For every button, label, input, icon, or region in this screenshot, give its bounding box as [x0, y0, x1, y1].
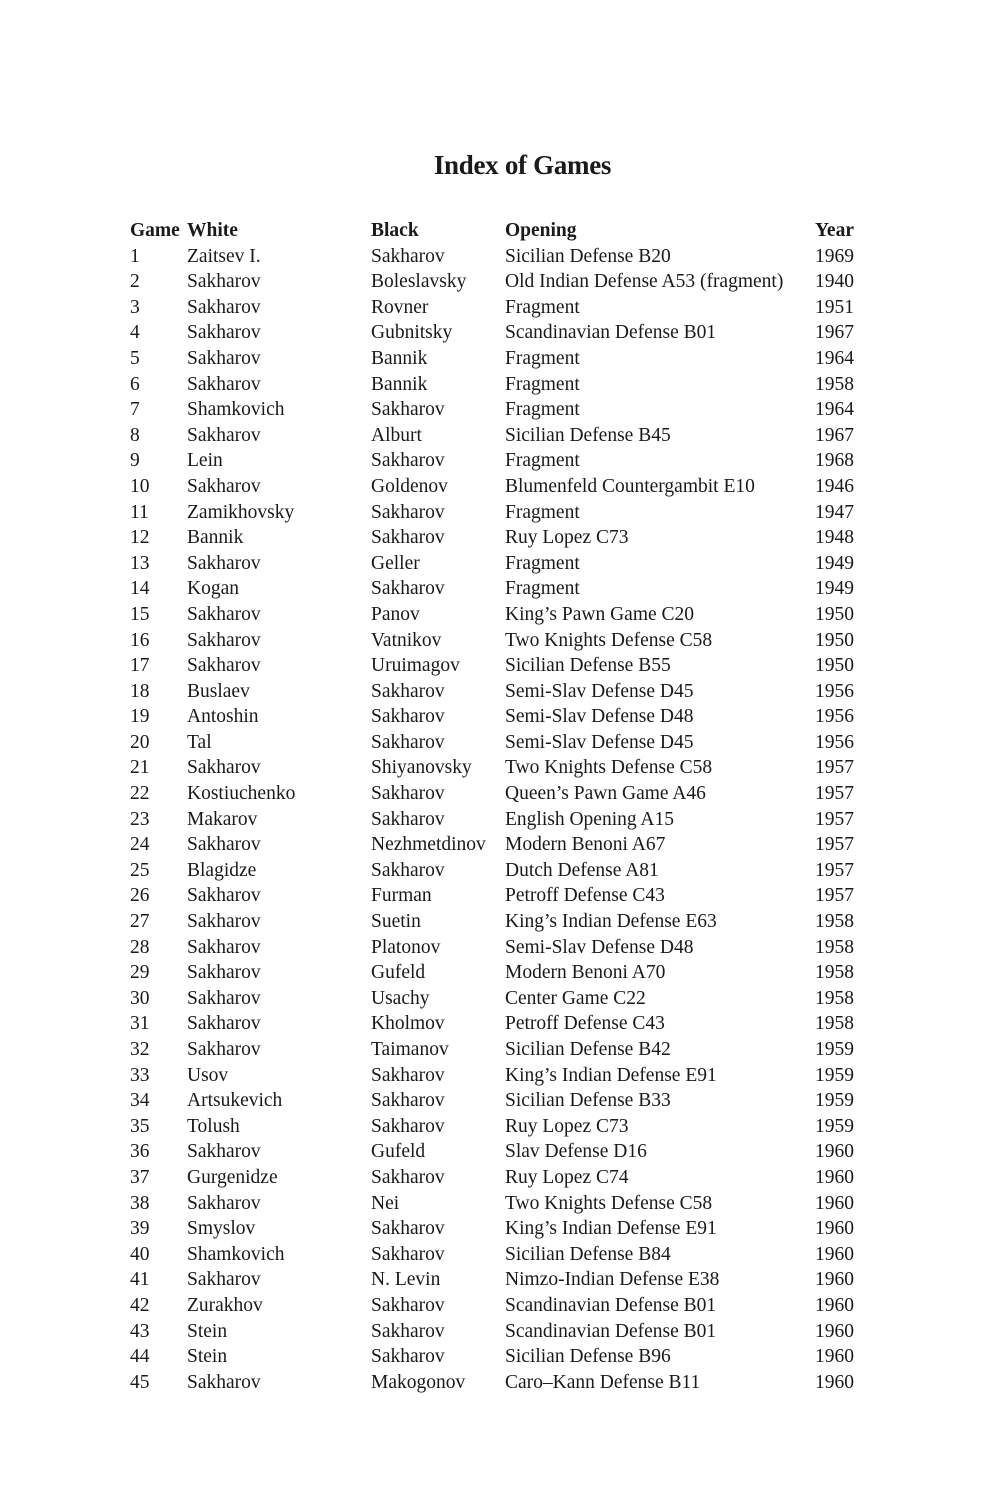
cell-game-number: 34 — [130, 1090, 150, 1112]
cell-game-number: 14 — [130, 578, 150, 600]
cell-year: 1967 — [815, 424, 854, 446]
cell-opening: Sicilian Defense B42 — [505, 1039, 671, 1060]
cell-white-player: Sakharov — [187, 347, 261, 369]
cell-year: 1959 — [815, 1064, 854, 1086]
cell-white-player: Gurgenidze — [187, 1166, 278, 1188]
cell-game-number: 21 — [130, 757, 150, 779]
cell-year: 1957 — [815, 859, 854, 881]
cell-white-player: Makarov — [187, 808, 258, 830]
cell-year: 1960 — [815, 1294, 854, 1316]
cell-opening: Old Indian Defense A53 (fragment) — [505, 271, 784, 293]
cell-game-number: 30 — [130, 987, 150, 1009]
cell-white-player: Sakharov — [187, 1371, 261, 1393]
cell-black-player: Sakharov — [371, 527, 445, 549]
cell-black-player: Bannik — [371, 373, 428, 395]
cell-white-player: Sakharov — [187, 603, 261, 625]
cell-white-player: Sakharov — [187, 936, 261, 958]
cell-white-player: Sakharov — [187, 1141, 261, 1163]
cell-white-player: Bannik — [187, 527, 244, 549]
cell-game-number: 29 — [130, 962, 150, 984]
cell-black-player: Uruimagov — [371, 655, 460, 677]
cell-black-player: Makogonov — [371, 1371, 466, 1393]
cell-opening: Semi-Slav Defense D45 — [505, 731, 694, 753]
cell-opening: Modern Benoni A67 — [505, 834, 666, 856]
cell-game-number: 19 — [130, 706, 150, 728]
cell-year: 1957 — [815, 783, 854, 805]
cell-year: 1946 — [815, 475, 854, 497]
cell-game-number: 24 — [130, 834, 150, 856]
cell-opening: Semi-Slav Defense D48 — [505, 936, 694, 958]
cell-opening: Two Knights Defense C58 — [505, 1192, 713, 1214]
cell-opening: Blumenfeld Countergambit E10 — [505, 475, 755, 497]
cell-year: 1967 — [815, 322, 854, 344]
cell-white-player: Tolush — [187, 1115, 240, 1137]
cell-opening: Center Game C22 — [505, 987, 646, 1009]
cell-year: 1959 — [815, 1039, 854, 1060]
cell-game-number: 28 — [130, 936, 150, 958]
cell-black-player: N. Levin — [371, 1269, 441, 1291]
cell-opening: Fragment — [505, 296, 580, 318]
cell-black-player: Sakharov — [371, 245, 445, 267]
cell-year: 1947 — [815, 501, 854, 523]
cell-white-player: Smyslov — [187, 1218, 256, 1240]
cell-black-player: Sakharov — [371, 501, 445, 523]
cell-black-player: Usachy — [371, 987, 430, 1009]
cell-year: 1948 — [815, 527, 854, 549]
cell-opening: Dutch Defense A81 — [505, 859, 659, 881]
cell-white-player: Kogan — [187, 578, 239, 600]
cell-opening: Fragment — [505, 501, 580, 523]
cell-game-number: 10 — [130, 475, 150, 497]
cell-game-number: 4 — [130, 322, 140, 344]
cell-game-number: 12 — [130, 527, 150, 549]
cell-opening: Fragment — [505, 347, 580, 369]
cell-game-number: 32 — [130, 1039, 150, 1060]
cell-year: 1960 — [815, 1371, 854, 1393]
cell-year: 1958 — [815, 987, 854, 1009]
cell-game-number: 35 — [130, 1115, 150, 1137]
cell-black-player: Suetin — [371, 911, 421, 933]
cell-black-player: Sakharov — [371, 783, 445, 805]
cell-opening: Fragment — [505, 399, 580, 421]
cell-black-player: Nei — [371, 1192, 400, 1214]
cell-opening: Caro–Kann Defense B11 — [505, 1371, 701, 1393]
cell-black-player: Sakharov — [371, 1115, 445, 1137]
cell-game-number: 18 — [130, 680, 150, 702]
cell-black-player: Geller — [371, 552, 420, 574]
cell-black-player: Sakharov — [371, 680, 445, 702]
cell-white-player: Sakharov — [187, 962, 261, 984]
cell-year: 1960 — [815, 1141, 854, 1163]
cell-white-player: Sakharov — [187, 271, 261, 293]
cell-white-player: Sakharov — [187, 373, 261, 395]
cell-white-player: Sakharov — [187, 834, 261, 856]
cell-game-number: 25 — [130, 859, 150, 881]
cell-white-player: Zamikhovsky — [187, 501, 295, 523]
cell-opening: Sicilian Defense B45 — [505, 424, 671, 446]
cell-year: 1957 — [815, 885, 854, 907]
cell-black-player: Vatnikov — [371, 629, 442, 651]
cell-game-number: 1 — [130, 245, 140, 267]
cell-game-number: 40 — [130, 1243, 150, 1265]
cell-game-number: 41 — [130, 1269, 150, 1291]
cell-white-player: Tal — [187, 731, 212, 753]
cell-black-player: Sakharov — [371, 731, 445, 753]
cell-year: 1951 — [815, 296, 854, 318]
cell-opening: Two Knights Defense C58 — [505, 629, 713, 651]
cell-opening: Fragment — [505, 450, 580, 472]
cell-game-number: 15 — [130, 603, 150, 625]
cell-opening: Slav Defense D16 — [505, 1141, 647, 1163]
cell-year: 1956 — [815, 706, 854, 728]
cell-black-player: Taimanov — [371, 1039, 449, 1060]
cell-game-number: 36 — [130, 1141, 150, 1163]
cell-white-player: Sakharov — [187, 424, 261, 446]
cell-white-player: Sakharov — [187, 885, 261, 907]
cell-opening: Modern Benoni A70 — [505, 962, 666, 984]
cell-white-player: Stein — [187, 1346, 228, 1368]
cell-game-number: 2 — [130, 271, 140, 293]
cell-black-player: Sakharov — [371, 1243, 445, 1265]
cell-year: 1957 — [815, 808, 854, 830]
cell-black-player: Furman — [371, 885, 432, 907]
cell-black-player: Gubnitsky — [371, 322, 453, 344]
cell-opening: Semi-Slav Defense D48 — [505, 706, 694, 728]
cell-black-player: Sakharov — [371, 1090, 445, 1112]
cell-white-player: Sakharov — [187, 1013, 261, 1035]
cell-white-player: Sakharov — [187, 475, 261, 497]
cell-year: 1969 — [815, 245, 854, 267]
cell-game-number: 26 — [130, 885, 150, 907]
cell-year: 1968 — [815, 450, 854, 472]
cell-opening: King’s Indian Defense E91 — [505, 1064, 717, 1086]
cell-opening: Queen’s Pawn Game A46 — [505, 783, 706, 805]
cell-white-player: Kostiuchenko — [187, 783, 296, 805]
cell-black-player: Sakharov — [371, 578, 445, 600]
cell-black-player: Sakharov — [371, 808, 445, 830]
cell-year: 1950 — [815, 655, 854, 677]
cell-black-player: Gufeld — [371, 962, 426, 984]
cell-opening: Ruy Lopez C73 — [505, 527, 629, 549]
cell-game-number: 16 — [130, 629, 150, 651]
cell-game-number: 43 — [130, 1320, 150, 1342]
cell-year: 1958 — [815, 962, 854, 984]
cell-opening: Scandinavian Defense B01 — [505, 322, 717, 344]
cell-game-number: 37 — [130, 1166, 150, 1188]
cell-year: 1956 — [815, 680, 854, 702]
cell-opening: Sicilian Defense B84 — [505, 1243, 671, 1265]
cell-opening: Ruy Lopez C74 — [505, 1166, 629, 1188]
cell-game-number: 23 — [130, 808, 150, 830]
cell-game-number: 38 — [130, 1192, 150, 1214]
cell-black-player: Sakharov — [371, 1218, 445, 1240]
cell-year: 1959 — [815, 1115, 854, 1137]
cell-white-player: Blagidze — [187, 859, 257, 881]
cell-year: 1957 — [815, 757, 854, 779]
cell-year: 1964 — [815, 399, 854, 421]
cell-game-number: 39 — [130, 1218, 150, 1240]
cell-opening: Sicilian Defense B33 — [505, 1090, 671, 1112]
cell-opening: Sicilian Defense B96 — [505, 1346, 671, 1368]
cell-opening: King’s Indian Defense E63 — [505, 911, 717, 933]
cell-game-number: 17 — [130, 655, 150, 677]
column-header-game: Game — [130, 220, 180, 241]
cell-white-player: Buslaev — [187, 680, 250, 702]
cell-opening: Sicilian Defense B20 — [505, 245, 671, 267]
cell-white-player: Sakharov — [187, 629, 261, 651]
cell-year: 1950 — [815, 629, 854, 651]
cell-white-player: Zurakhov — [187, 1294, 263, 1316]
cell-opening: Nimzo-Indian Defense E38 — [505, 1269, 720, 1291]
cell-year: 1960 — [815, 1243, 854, 1265]
cell-black-player: Sakharov — [371, 450, 445, 472]
cell-opening: Petroff Defense C43 — [505, 1013, 665, 1035]
cell-white-player: Antoshin — [187, 706, 259, 728]
cell-white-player: Lein — [187, 450, 223, 472]
cell-black-player: Panov — [371, 603, 420, 625]
cell-year: 1964 — [815, 347, 854, 369]
column-header-year: Year — [815, 220, 854, 241]
cell-black-player: Goldenov — [371, 475, 448, 497]
cell-game-number: 8 — [130, 424, 140, 446]
cell-year: 1959 — [815, 1090, 854, 1112]
cell-white-player: Sakharov — [187, 322, 261, 344]
cell-black-player: Sakharov — [371, 706, 445, 728]
cell-white-player: Stein — [187, 1320, 228, 1342]
cell-black-player: Bannik — [371, 347, 428, 369]
cell-opening: King’s Pawn Game C20 — [505, 603, 695, 625]
column-header-black: Black — [371, 220, 419, 241]
cell-white-player: Shamkovich — [187, 1243, 285, 1265]
cell-year: 1958 — [815, 1013, 854, 1035]
cell-year: 1956 — [815, 731, 854, 753]
cell-game-number: 44 — [130, 1346, 150, 1368]
cell-year: 1950 — [815, 603, 854, 625]
cell-year: 1960 — [815, 1320, 854, 1342]
cell-black-player: Shiyanovsky — [371, 757, 472, 779]
cell-black-player: Rovner — [371, 296, 429, 318]
cell-black-player: Alburt — [371, 424, 422, 446]
cell-white-player: Sakharov — [187, 757, 261, 779]
cell-game-number: 5 — [130, 347, 140, 369]
cell-white-player: Usov — [187, 1064, 229, 1086]
cell-opening: Ruy Lopez C73 — [505, 1115, 629, 1137]
cell-year: 1960 — [815, 1192, 854, 1214]
column-header-white: White — [187, 220, 238, 241]
cell-game-number: 42 — [130, 1294, 150, 1316]
cell-white-player: Sakharov — [187, 911, 261, 933]
cell-white-player: Sakharov — [187, 1039, 261, 1060]
cell-game-number: 33 — [130, 1064, 150, 1086]
cell-year: 1958 — [815, 373, 854, 395]
cell-game-number: 6 — [130, 373, 140, 395]
cell-black-player: Platonov — [371, 936, 441, 958]
cell-game-number: 9 — [130, 450, 140, 472]
cell-year: 1940 — [815, 271, 854, 293]
cell-black-player: Sakharov — [371, 1320, 445, 1342]
cell-black-player: Sakharov — [371, 1294, 445, 1316]
cell-white-player: Sakharov — [187, 987, 261, 1009]
cell-opening: Fragment — [505, 373, 580, 395]
cell-opening: King’s Indian Defense E91 — [505, 1218, 717, 1240]
cell-game-number: 20 — [130, 731, 150, 753]
cell-year: 1949 — [815, 578, 854, 600]
cell-year: 1958 — [815, 911, 854, 933]
column-header-opening: Opening — [505, 220, 577, 241]
cell-opening: Semi-Slav Defense D45 — [505, 680, 694, 702]
cell-game-number: 27 — [130, 911, 150, 933]
cell-opening: Two Knights Defense C58 — [505, 757, 713, 779]
cell-opening: English Opening A15 — [505, 808, 674, 830]
cell-game-number: 3 — [130, 296, 140, 318]
cell-white-player: Sakharov — [187, 296, 261, 318]
cell-black-player: Sakharov — [371, 1064, 445, 1086]
cell-opening: Fragment — [505, 578, 580, 600]
cell-black-player: Sakharov — [371, 399, 445, 421]
cell-year: 1957 — [815, 834, 854, 856]
cell-game-number: 45 — [130, 1371, 150, 1393]
cell-year: 1960 — [815, 1218, 854, 1240]
cell-opening: Scandinavian Defense B01 — [505, 1320, 717, 1342]
cell-game-number: 22 — [130, 783, 150, 805]
cell-black-player: Gufeld — [371, 1141, 426, 1163]
cell-white-player: Artsukevich — [187, 1090, 283, 1112]
cell-game-number: 7 — [130, 399, 140, 421]
cell-year: 1960 — [815, 1166, 854, 1188]
page-title: Index of Games — [433, 150, 612, 180]
cell-white-player: Zaitsev I. — [187, 245, 261, 267]
cell-white-player: Sakharov — [187, 1192, 261, 1214]
cell-opening: Fragment — [505, 552, 580, 574]
cell-black-player: Nezhmetdinov — [371, 834, 486, 856]
cell-game-number: 13 — [130, 552, 150, 574]
cell-black-player: Sakharov — [371, 1166, 445, 1188]
cell-year: 1958 — [815, 936, 854, 958]
cell-opening: Petroff Defense C43 — [505, 885, 665, 907]
cell-opening: Sicilian Defense B55 — [505, 655, 671, 677]
cell-black-player: Kholmov — [371, 1013, 445, 1035]
cell-white-player: Sakharov — [187, 1269, 261, 1291]
cell-black-player: Sakharov — [371, 1346, 445, 1368]
cell-white-player: Sakharov — [187, 552, 261, 574]
cell-black-player: Sakharov — [371, 859, 445, 881]
cell-year: 1960 — [815, 1269, 854, 1291]
cell-game-number: 31 — [130, 1013, 150, 1035]
cell-game-number: 11 — [130, 501, 149, 523]
cell-white-player: Shamkovich — [187, 399, 285, 421]
cell-year: 1960 — [815, 1346, 854, 1368]
cell-opening: Scandinavian Defense B01 — [505, 1294, 717, 1316]
cell-year: 1949 — [815, 552, 854, 574]
cell-black-player: Boleslavsky — [371, 271, 467, 293]
cell-white-player: Sakharov — [187, 655, 261, 677]
